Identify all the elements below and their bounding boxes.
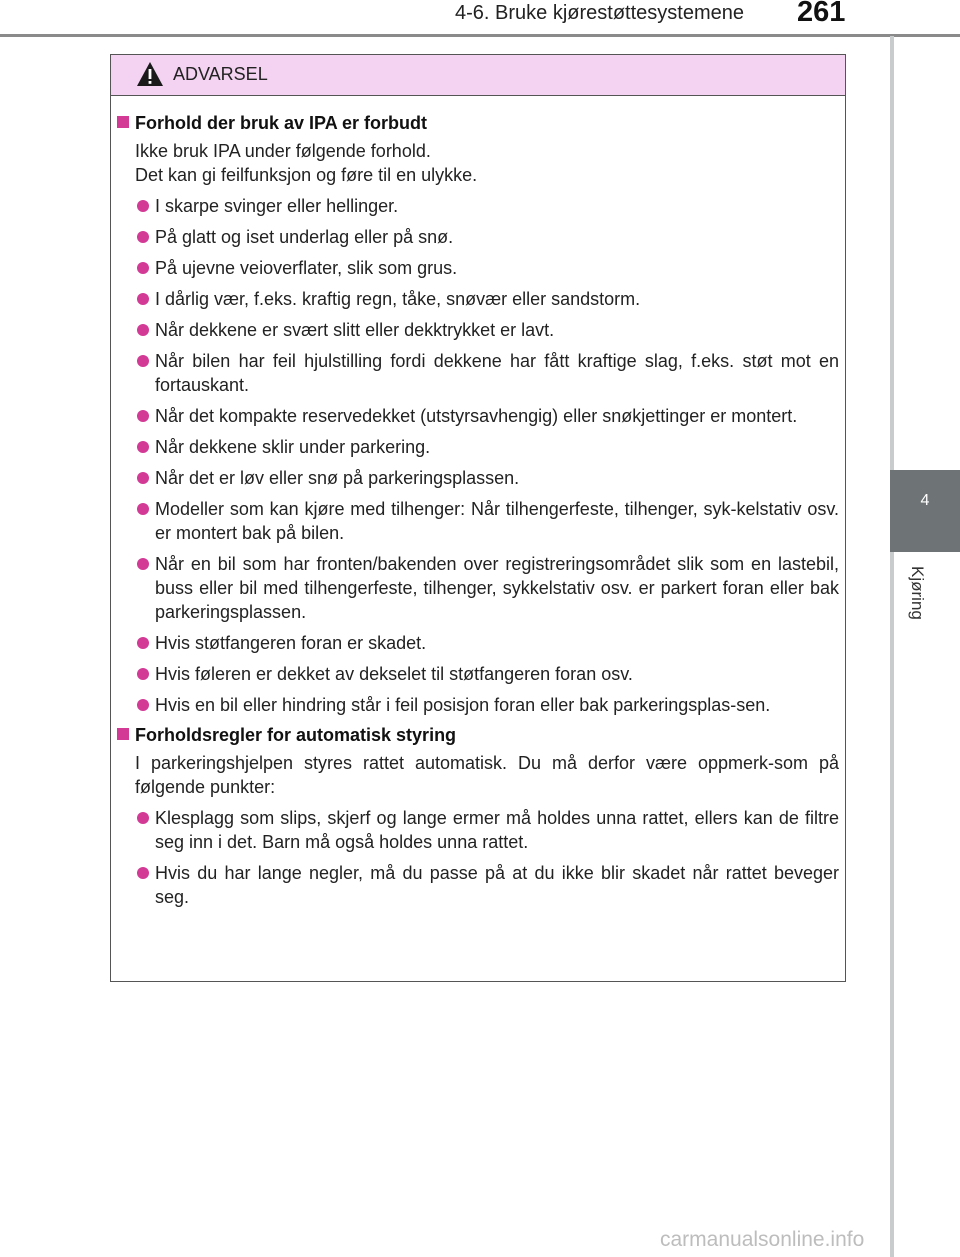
bullet-icon <box>137 410 149 422</box>
list-item-text: I dårlig vær, f.eks. kraftig regn, tåke, snøvær eller sandstorm. <box>155 289 641 309</box>
list-item-text: Når det er løv eller snø på parkeringsplassen. <box>155 468 520 488</box>
list-item <box>117 497 841 545</box>
warning-triangle-icon <box>135 60 165 88</box>
bullet-icon <box>137 812 149 824</box>
bullet-icon <box>137 503 149 515</box>
chapter-number: 4 <box>920 492 930 509</box>
warning-box <box>110 54 846 982</box>
page-number: 261 <box>797 0 846 28</box>
list-item <box>117 631 841 655</box>
list-item <box>117 256 841 280</box>
section-square-icon <box>117 728 129 740</box>
section-ipa-prohibited <box>117 111 841 909</box>
list-item-text: Hvis en bil eller hindring står i feil posisjon foran eller bak parkeringsplas-sen. <box>155 695 771 715</box>
bullet-icon <box>137 200 149 212</box>
bullet-icon <box>137 355 149 367</box>
chapter-label: Kjøring <box>908 566 927 620</box>
list-item <box>117 318 841 342</box>
section-heading <box>117 723 841 747</box>
list-item-text: Når dekkene er svært slitt eller dekktrykket er lavt. <box>155 320 555 340</box>
list-item-text: På ujevne veioverflater, slik som grus. <box>155 258 458 278</box>
bullet-icon <box>137 293 149 305</box>
list-item-text: Hvis føleren er dekket av dekselet til støtfangeren foran osv. <box>155 664 633 684</box>
section-heading-text: Forholdsregler for automatisk styring <box>135 725 457 745</box>
list-item <box>117 349 841 397</box>
bullet-icon <box>137 558 149 570</box>
side-strip <box>890 36 894 1257</box>
list-item <box>117 552 841 624</box>
intro-line: I parkeringshjelpen styres rattet automatisk. Du må derfor være oppmerk-som på følgende punkter: <box>135 753 839 797</box>
bullet-icon <box>137 637 149 649</box>
intro-line: Det kan gi feilfunksjon og føre til en ulykke. <box>135 165 478 185</box>
bullet-icon <box>137 472 149 484</box>
header-rule <box>0 34 960 37</box>
list-item <box>117 435 841 459</box>
list-item-text: I skarpe svinger eller hellinger. <box>155 196 399 216</box>
warning-header <box>111 55 845 96</box>
list-item-text: På glatt og iset underlag eller på snø. <box>155 227 454 247</box>
list-item <box>117 225 841 249</box>
bullet-icon <box>137 699 149 711</box>
bullet-icon <box>137 668 149 680</box>
bullet-icon <box>137 262 149 274</box>
list-item-text: Hvis støtfangeren foran er skadet. <box>155 633 427 653</box>
bullet-icon <box>137 324 149 336</box>
list-item-text: Klesplagg som slips, skjerf og lange ermer må holdes unna rattet, ellers kan de filtre seg inn i det. Barn må også holdes unna rattet. <box>155 808 839 852</box>
list-item-text: Hvis du har lange negler, må du passe på at du ikke blir skadet når rattet beveger seg. <box>155 863 839 907</box>
section-intro <box>117 751 841 799</box>
list-item <box>117 861 841 909</box>
list-item-text: Når bilen har feil hjulstilling fordi dekkene har fått kraftige slag, f.eks. støt mot en fortauskant. <box>155 351 839 395</box>
list-item <box>117 466 841 490</box>
list-item <box>117 287 841 311</box>
list-item-text: Når en bil som har fronten/bakenden over registreringsområdet slik som en lastebil, buss eller bil med tilhengerfeste, tilhenger, sykkelstativ osv. er parkert foran eller bak parkeringsplassen. <box>155 554 839 622</box>
chapter-tab <box>890 470 960 552</box>
bullet-icon <box>137 441 149 453</box>
bullet-icon <box>137 867 149 879</box>
intro-line: Ikke bruk IPA under følgende forhold. <box>135 141 431 161</box>
section-heading-text: Forhold der bruk av IPA er forbudt <box>135 113 428 133</box>
list-item <box>117 404 841 428</box>
watermark: carmanualsonline.info <box>660 1228 865 1251</box>
list-item <box>117 662 841 686</box>
bullet-icon <box>137 231 149 243</box>
list-item-text: Når dekkene sklir under parkering. <box>155 437 431 457</box>
list-item-text: Når det kompakte reservedekket (utstyrsavhengig) eller snøkjettinger er montert. <box>155 406 798 426</box>
section-square-icon <box>117 116 129 128</box>
list-item-text: Modeller som kan kjøre med tilhenger: Når tilhengerfeste, tilhenger, syk-kelstativ osv. er montert bak på bilen. <box>155 499 839 543</box>
list-item <box>117 806 841 854</box>
section-intro <box>117 139 841 187</box>
section-heading <box>117 111 841 135</box>
header-title: 4-6. Bruke kjørestøttesystemene <box>455 2 744 24</box>
warning-label: ADVARSEL <box>173 64 268 84</box>
list-item <box>117 693 841 717</box>
list-item <box>117 194 841 218</box>
